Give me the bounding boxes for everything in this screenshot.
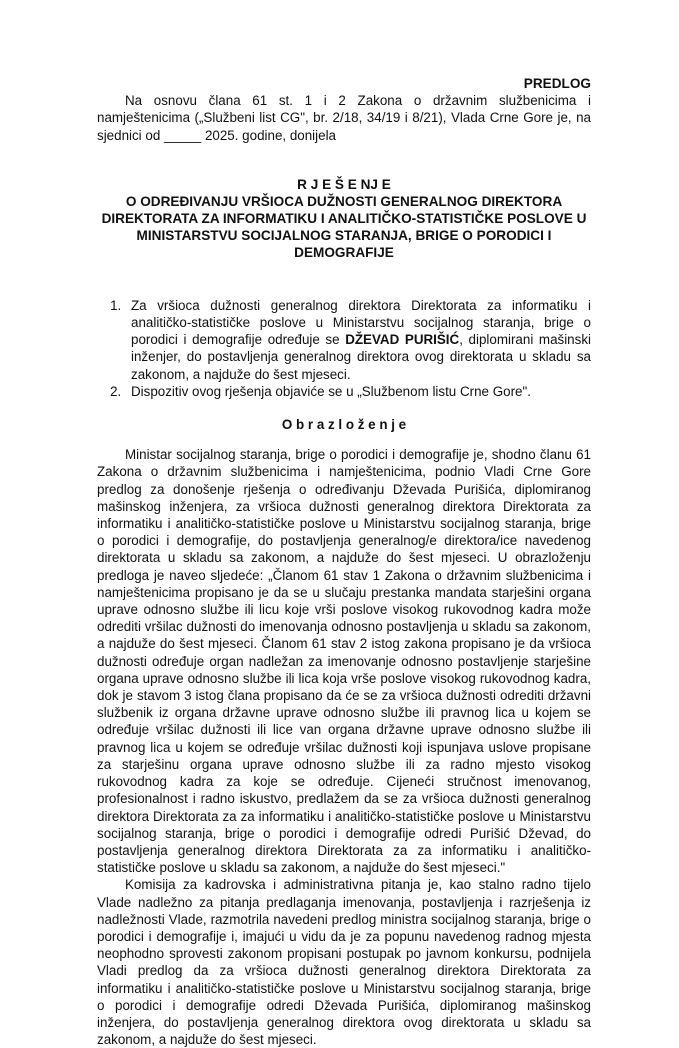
document-label: PREDLOG xyxy=(523,76,591,91)
list-item xyxy=(125,383,591,400)
explanation-paragraph: Ministar socijalnog staranja, brige o porodici i demografije je, shodno članu 61 Zakona o državnim službenicima i namještenicima, podnio Vladi Crne Gore predlog za donošenje rješenja o određivanju Dževada Purišića, diplomiranog mašinskog inženjera, za vršioca dužnosti generalnog direktora Direktorata za informatiku i analitičko-statističke poslove u Ministarstvu socijalnog staranja, brige o porodici i demografije, do postavljenja generalnog/e direktora/ice navedenog direktorata u skladu sa zakonom, a najduže do šest mjeseci. U obrazloženju predloga je naveo sljedeće: „Članom 61 stav 1 Zakona o državnim službenicima i namještenicima propisano je da se u slučaju prestanka mandata starješini organa uprave odnosno službe ili licu koje vrši poslove visokog rukovodnog kadra može odrediti vršilac dužnosti do imenovanja odnosno postavljenja u skladu sa zakonom, a najduže do šest mjeseci. Članom 61 stav 2 istog zakona propisano je da vršioca dužnosti određuje organ nadležan za imenovanje odnosno postavljenje starješine organa uprave odnosno službe ili lica koja vrše poslove visokog rukovodnog kadra, dok je stavom 3 istog člana propisano da će se za vršioca dužnosti odrediti državni službenik iz organa državne uprave odnosno službe ili pravnog lica u kojem se određuje vršilac dužnosti ili lice van organa državne uprave odnosno službe ili pravnog lica u kojem se određuje vršilac dužnosti koji ispunjava uslove propisane za starješinu organa uprave odnosno službe ili za radno mjesto visokog rukovodnog kadra za koje se određuje. Cijeneći stručnost imenovanog, profesionalnost i radno iskustvo, predlažem da se za vršioca dužnosti generalnog direktora Direktorata za za informatiku i analitičko-statističke poslove u Ministarstvu socijalnog staranja, brige o porodici i demografije odredi Purišić Dževad, do postavljenja generalnog direktora Direktorata za za informatiku i analitičko-statističke poslove u skladu sa zakonom, a najduže do šest mjeseci." xyxy=(97,447,591,876)
explanation-heading: O b r a z l o ž e n j e xyxy=(281,417,407,433)
title-line-3: MINISTARSTVU SOCIJALNOG STARANJA, BRIGE O PORODICI I DEMOGRAFIJE xyxy=(136,227,552,260)
item-text: Dispozitiv ovog rješenja objaviće se u „Službenom listu Crne Gore". xyxy=(131,383,531,399)
title-heading: R J E Š E NJ E xyxy=(297,176,391,192)
title-line-2: DIREKTORATA ZA INFORMATIKU I ANALITIČKO-STATISTIČKE POSLOVE U xyxy=(101,210,587,226)
decision-list xyxy=(97,297,591,400)
appointee-name: DŽEVAD PURIŠIĆ xyxy=(345,332,460,348)
explanation-paragraph: Komisija za kadrovska i administrativna pitanja je, kao stalno radno tijelo Vlade nadležno za pitanja predlaganja imenovanja, postavljenja i razrješenja iz nadležnosti Vlade, razmotrila navedeni predlog ministra socijalnog staranja, brige o porodici i demografije i, imajući u vidu da je za popunu navedenog radnog mjesta neophodno sprovesti zakonom propisani postupak po javnom konkursu, podnijela Vladi predlog da za vršioca dužnosti generalnog direktora Direktorata za informatiku i analitičko-statističke poslove u Ministarstvu socijalnog staranja, brige o porodici i demografije odredi Dževada Purišića, diplomiranog mašinskog inženjera, do postavljenja generalnog direktora ovog direktorata u skladu sa zakonom, a najduže do šest mjeseci. xyxy=(97,877,591,1048)
preamble: Na osnovu člana 61 st. 1 i 2 Zakona o državnim službenicima i namještenicima („Službeni list CG", br. 2/18, 34/19 i 8/21), Vlada Crne Gore je, na sjednici od _____ 2025. godine, donijela xyxy=(97,93,591,143)
item-text: Za vršioca dužnosti generalnog direktora Direktorata za informatiku i analitičko-statističke poslove u Ministarstvu socijalnog staranja, brige o porodici i demografije određuje se xyxy=(131,297,591,348)
document-page xyxy=(97,75,591,1048)
title-line-1: O ODREĐIVANJU VRŠIOCA DUŽNOSTI GENERALNOG DIREKTORA xyxy=(125,193,563,209)
list-item xyxy=(125,297,591,383)
document-title xyxy=(97,176,591,261)
item-text: , diplomirani mašinski inženjer, do postavljenja generalnog direktora ovog direktorata u skladu sa zakonom, a najduže do šest mjeseci. xyxy=(131,332,591,382)
